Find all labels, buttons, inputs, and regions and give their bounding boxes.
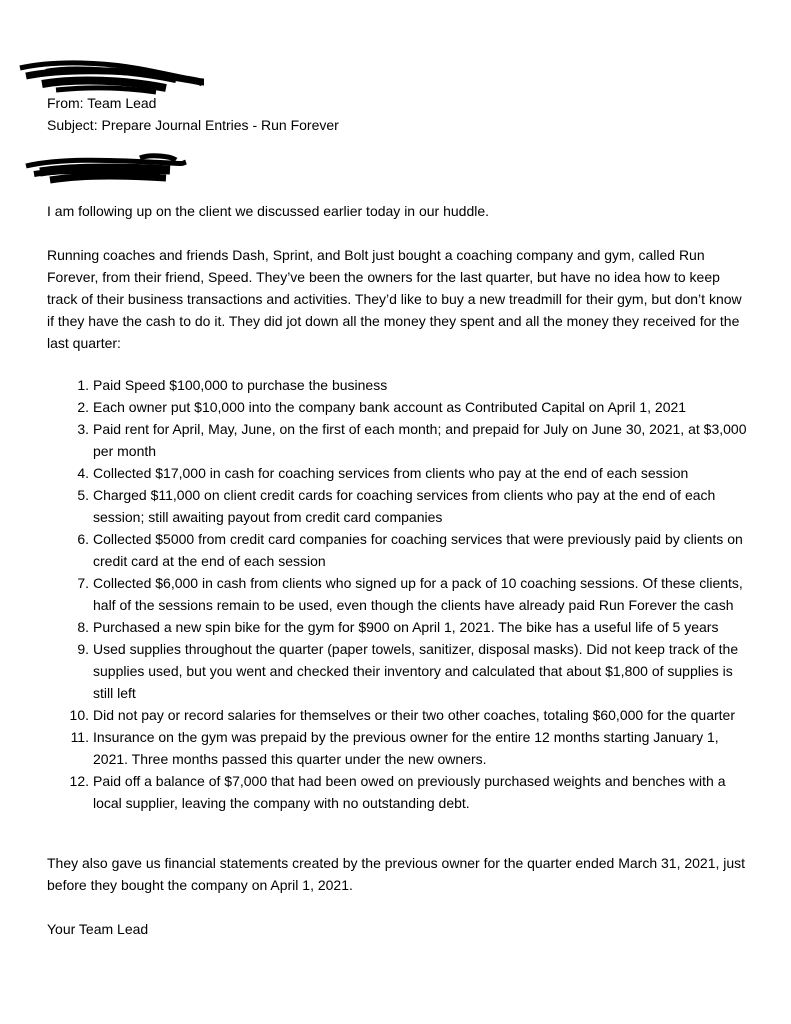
list-item-number: 12. [69,773,89,789]
list-item-number: 3. [77,421,89,437]
greeting-redaction [20,150,192,190]
closing-paragraph [47,852,747,896]
main-paragraph-text: Running coaches and friends Dash, Sprint, and Bolt just bought a coaching company and gym, called Run Forever, from their friend, Speed. They’ve been the owners for the last quarter, but have no idea how to keep track of their business transactions and activities. They’d like to buy a new treadmill for their gym, but don’t know if they have the cash to do it. They did jot down all the money they spent and all the money they received for the last quarter: [47,247,742,351]
list-item-text: Charged $11,000 on client credit cards for coaching services from clients who pay at the end of each session; still awaiting payout from credit card companies [93,487,716,525]
list-item-number: 6. [77,531,89,547]
list-item-number: 9. [77,641,89,657]
list-item [47,396,747,418]
list-item [47,726,747,770]
list-item [47,572,747,616]
list-item-number: 1. [77,377,89,393]
list-item-number: 10. [69,707,89,723]
list-item-text: Used supplies throughout the quarter (paper towels, sanitizer, disposal masks). Did not keep track of the supplies used, but you went and checked their inventory and calculated that about $1,800 of supplies is still left [93,641,739,701]
list-item [47,704,747,726]
list-item [47,374,747,396]
list-item-text: Collected $6,000 in cash from clients who signed up for a pack of 10 coaching sessions. Of these clients, half of the sessions remain to be used, even though the clients have already paid Run Forever the cash [93,575,743,613]
list-item-text: Insurance on the gym was prepaid by the previous owner for the entire 12 months starting January 1, 2021. Three months passed this quarter under the new owners. [93,729,719,767]
subject-line: Subject: Prepare Journal Entries - Run Forever [47,117,339,133]
list-item-text: Collected $17,000 in cash for coaching services from clients who pay at the end of each session [93,465,689,481]
list-item [47,418,747,462]
list-item-text: Did not pay or record salaries for themselves or their two other coaches, totaling $60,000 for the quarter [93,707,736,723]
from-line: From: Team Lead [47,95,157,111]
list-item-number: 7. [77,575,89,591]
list-item [47,462,747,484]
list-item [47,528,747,572]
list-item-number: 4. [77,465,89,481]
main-paragraph [47,244,747,354]
list-item-number: 2. [77,399,89,415]
list-item [47,638,747,704]
list-item-text: Each owner put $10,000 into the company bank account as Contributed Capital on April 1, 2021 [93,399,687,415]
transactions-list [47,374,747,814]
closing-text: They also gave us financial statements created by the previous owner for the quarter ended March 31, 2021, just before they bought the company on April 1, 2021. [47,855,746,893]
list-item-text: Paid off a balance of $7,000 that had been owed on previously purchased weights and benches with a local supplier, leaving the company with no outstanding debt. [93,773,726,811]
list-item-number: 8. [77,619,89,635]
list-item-text: Paid rent for April, May, June, on the first of each month; and prepaid for July on June 30, 2021, at $3,000 per month [93,421,747,459]
list-item-number: 5. [77,487,89,503]
list-item-text: Collected $5000 from credit card companies for coaching services that were previously paid by clients on credit card at the end of each session [93,531,743,569]
list-item [47,616,747,638]
list-item [47,484,747,528]
intro-paragraph [47,200,747,222]
list-item [47,770,747,814]
list-item-number: 11. [70,729,89,745]
signature: Your Team Lead [47,921,149,937]
list-item-text: Purchased a new spin bike for the gym for $900 on April 1, 2021. The bike has a useful life of 5 years [93,619,719,635]
list-item-text: Paid Speed $100,000 to purchase the business [93,377,388,393]
intro-text: I am following up on the client we discussed earlier today in our huddle. [47,203,490,219]
